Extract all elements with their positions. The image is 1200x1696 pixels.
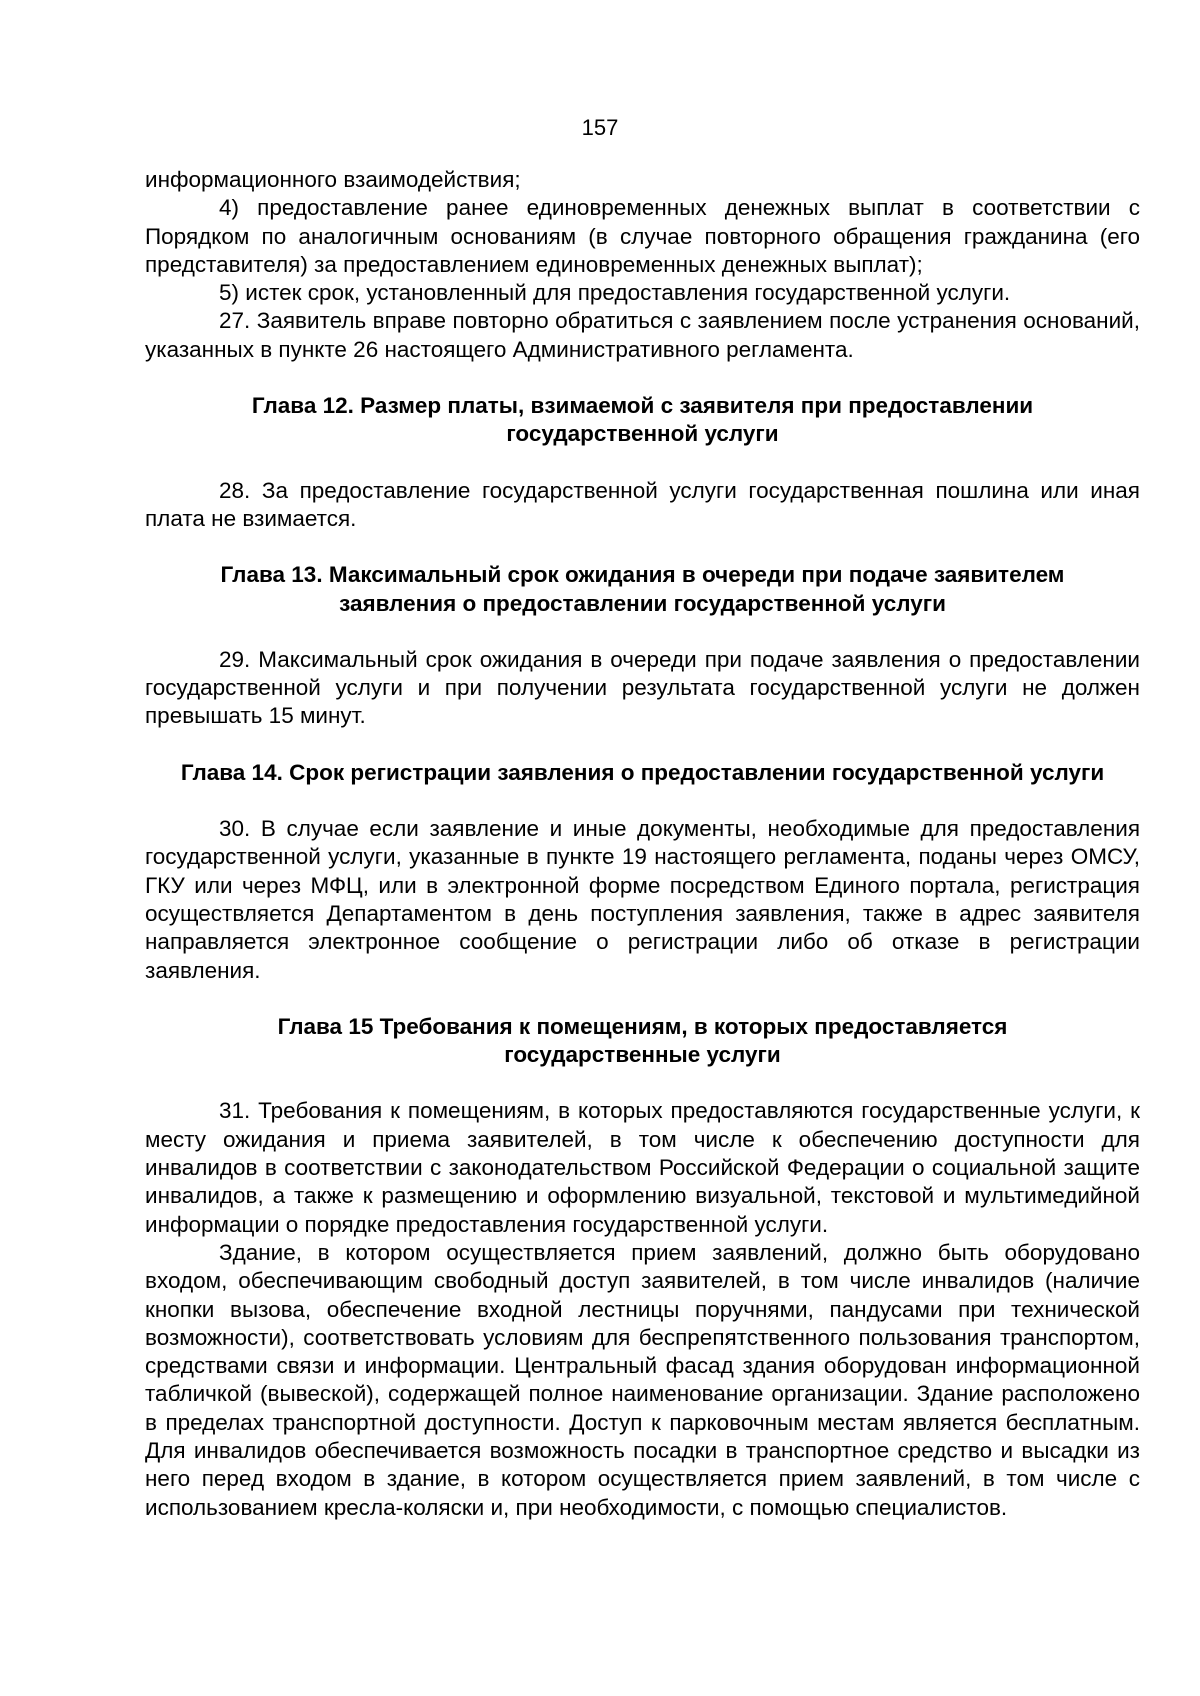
chapter-13-heading-line1: Глава 13. Максимальный срок ожидания в очереди при подаче заявителем [220, 562, 1065, 588]
chapter-15-heading-line1: Глава 15 Требования к помещениям, в которых предоставляется [277, 1013, 1008, 1039]
paragraph-29: 29. Максимальный срок ожидания в очереди при подаче заявления о предоставлении государственной услуги и при получении результата государственной услуги не должен превышать 15 минут. [145, 646, 1140, 729]
paragraph-item-4: 4) предоставление ранее единовременных денежных выплат в соответствии с Порядком по аналогичным основаниям (в случае повторного обращения гражданина (его представителя) за предоставлением единовременных денежных выплат); [145, 195, 1140, 277]
paragraph-continuation: информационного взаимодействия; [145, 167, 521, 192]
chapter-13-heading [145, 561, 1140, 618]
page-number: 157 [581, 115, 619, 140]
chapter-12-heading-line2: государственной услуги [506, 421, 779, 447]
paragraph-item-5: 5) истек срок, установленный для предоставления государственной услуги. [219, 280, 1011, 306]
chapter-13-heading-line2: заявления о предоставлении государственной услуги [339, 590, 946, 616]
chapter-12-heading-line1: Глава 12. Размер платы, взимаемой с заявителя при предоставлении [251, 393, 1034, 419]
chapter-15-heading-line2: государственные услуги [504, 1042, 781, 1068]
paragraph-31-building: Здание, в котором осуществляется прием заявлений, должно быть оборудовано входом, обеспечивающим свободный доступ заявителей, в том числе инвалидов (наличие кнопки вызова, обеспечение входной лестницы поручнями, пандусами при технической возможности), соответствовать условиям для беспрепятственного пользования транспортом, средствами связи и информации. Центральный фасад здания оборудован информационной табличкой (вывеской), содержащей полное наименование организации. Здание расположено в пределах транспортной доступности. Доступ к парковочным местам является бесплатным. Для инвалидов обеспечивается возможность посадки в транспортное средство и высадки из него перед входом в здание, в котором осуществляется прием заявлений, в том числе с использованием кресла-коляски и, при необходимости, с помощью специалистов. [145, 1239, 1140, 1520]
chapter-14-heading: Глава 14. Срок регистрации заявления о предоставлении государственной услуги [180, 759, 1105, 785]
chapter-15-heading [145, 1013, 1140, 1070]
paragraph-28: 28. За предоставление государственной услуги государственная пошлина или иная плата не взимается. [145, 477, 1140, 531]
chapter-12-heading [145, 392, 1140, 449]
paragraph-30: 30. В случае если заявление и иные документы, необходимые для предоставления государственной услуги, указанные в пункте 19 настоящего регламента, поданы через ОМСУ, ГКУ или через МФЦ, или в электронной форме посредством Единого портала, регистрация осуществляется Департаментом в день поступления заявления, также в адрес заявителя направляется электронное сообщение о регистрации либо об отказе в регистрации заявления. [145, 816, 1140, 983]
document-body [145, 166, 1140, 1522]
paragraph-27: 27. Заявитель вправе повторно обратиться с заявлением после устранения оснований, указанных в пункте 26 настоящего Административного регламента. [145, 308, 1140, 362]
paragraph-31: 31. Требования к помещениям, в которых предоставляются государственные услуги, к месту ожидания и приема заявителей, в том числе к обеспечению доступности для инвалидов в соответствии с законодательством Российской Федерации о социальной защите инвалидов, а также к размещению и оформлению визуальной, текстовой и мультимедийной информации о порядке предоставления государственной услуги. [145, 1098, 1140, 1237]
